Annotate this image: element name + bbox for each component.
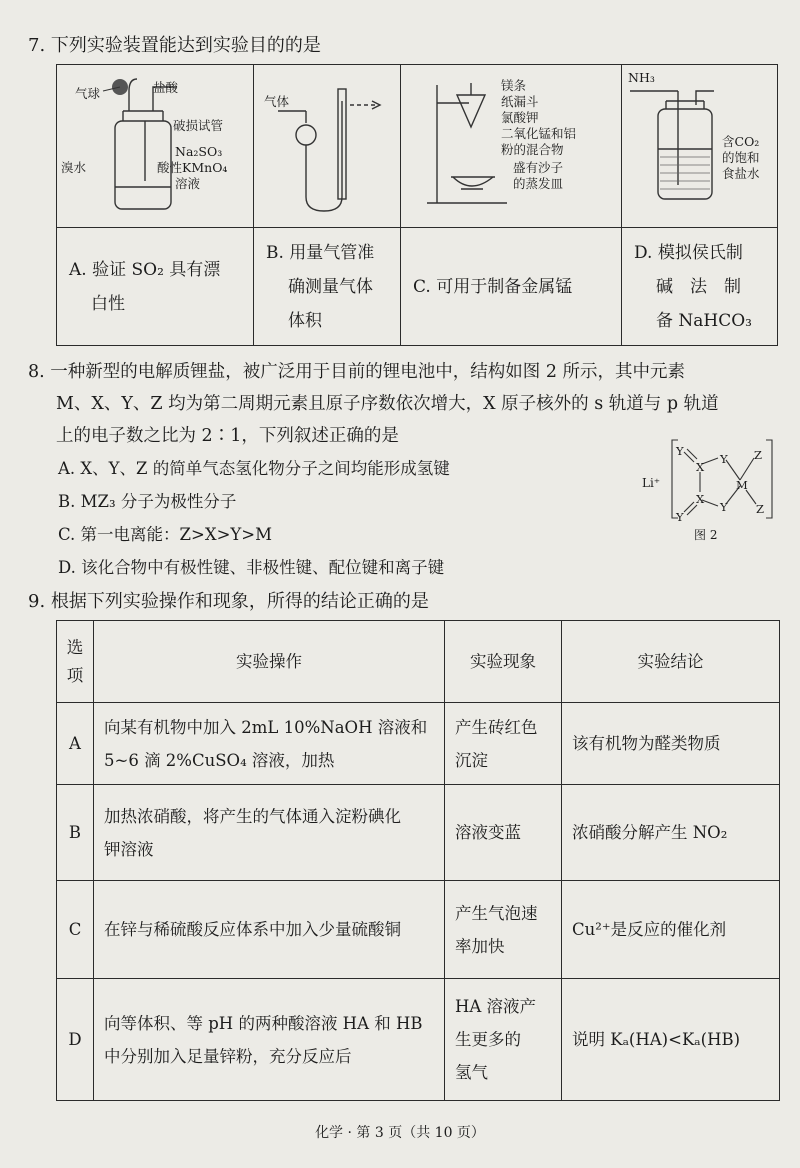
q8-option-b: B. MZ₃ 分子为极性分子 <box>58 492 237 511</box>
label-broken-tube: 破损试管 <box>173 118 224 133</box>
q8-line-2: M、X、Y、Z 均为第二周期元素且原子序数依次增大，X 原子核外的 s 轨道与 p 轨道 <box>56 394 719 414</box>
table-row: A 向某有机物中加入 2mL 10%NaOH 溶液和 5~6 滴 2%CuSO₄ 溶液，加热 产生砖红色 沉淀 该有机物为醛类物质 <box>57 703 780 785</box>
label-na2so3: Na₂SO₃ <box>175 144 223 159</box>
caption-a: A. 验证 SO₂ 具有漂 白性 <box>57 228 254 346</box>
label-gas: 气体 <box>264 94 290 109</box>
label-brine: 食盐水 <box>722 166 760 181</box>
q8-line-1: 8. 一种新型的电解质锂盐，被广泛用于目前的锂电池中，结构如图 2 所示，其中元素 <box>28 362 686 382</box>
label-evap-dish: 的蒸发皿 <box>513 176 564 191</box>
label-paper-funnel: 纸漏斗 <box>501 94 539 109</box>
header-operation: 实验操作 <box>94 621 445 703</box>
header-conclusion: 实验结论 <box>562 621 780 703</box>
cation-label: Li⁺ <box>642 476 661 490</box>
label-co2: 含CO₂ <box>722 134 760 149</box>
label-mno2-al: 二氧化锰和铝 <box>501 126 577 141</box>
q8-line-3: 上的电子数之比为 2∶1，下列叙述正确的是 <box>56 426 399 446</box>
label-balloon: 气球 <box>75 86 101 101</box>
header-option: 选 项 <box>57 621 94 703</box>
q8-option-c: C. 第一电离能：Z>X>Y>M <box>58 525 273 544</box>
q8-option-d: D. 该化合物中有极性键、非极性键、配位键和离子键 <box>58 558 445 577</box>
q7-table <box>56 64 778 346</box>
table-row: C 在锌与稀硫酸反应体系中加入少量硫酸铜 产生气泡速 率加快 Cu²⁺是反应的催化剂 <box>57 881 780 979</box>
caption-c: C. 可用于制备金属锰 <box>401 228 622 346</box>
label-mixture: 粉的混合物 <box>501 142 564 157</box>
diagram-d <box>622 65 778 228</box>
caption-b: B. 用量气管准 确测量气体 体积 <box>254 228 401 346</box>
label-sand: 盛有沙子 <box>513 160 564 175</box>
label-kmno4: 酸性KMnO₄ <box>157 160 228 175</box>
label-mg-strip: 镁条 <box>501 78 527 93</box>
q9-title: 9. 根据下列实验操作和现象，所得的结论正确的是 <box>28 591 429 612</box>
label-saturated: 的饱和 <box>722 150 760 165</box>
page-footer: 化学 · 第 3 页（共 10 页） <box>315 1125 485 1141</box>
figure-caption: 图 2 <box>694 528 718 542</box>
label-solution: 溶液 <box>175 176 201 191</box>
caption-d: D. 模拟侯氏制 碱 法 制 备 NaHCO₃ <box>622 228 778 346</box>
diagram-a <box>57 65 254 228</box>
label-nh3: NH₃ <box>628 70 655 85</box>
header-phenomenon: 实验现象 <box>445 621 562 703</box>
figure-2: Y X Y Z M Z Y X Y Li⁺ 图 2 <box>642 436 782 548</box>
diagram-c <box>401 65 622 228</box>
table-row: B 加热浓硝酸，将产生的气体通入淀粉碘化 钾溶液 溶液变蓝 浓硝酸分解产生 NO₂ <box>57 785 780 881</box>
label-hcl: 盐酸 <box>153 80 179 95</box>
table-row: D 向等体积、等 pH 的两种酸溶液 HA 和 HB 中分别加入足量锌粉，充分反应后 HA 溶液产 生更多的 氢气 说明 Kₐ(HA)<Kₐ(HB) <box>57 979 780 1101</box>
diagram-b <box>254 65 401 228</box>
q9-table <box>56 620 780 1101</box>
label-bromine-water: 溴水 <box>61 160 87 175</box>
q7-title: 7. 下列实验装置能达到实验目的的是 <box>28 35 321 56</box>
apparatus-b-drawing <box>254 65 400 227</box>
label-kclo3: 氯酸钾 <box>501 110 539 125</box>
q8-option-a: A. X、Y、Z 的简单气态氢化物分子之间均能形成氢键 <box>58 459 450 478</box>
